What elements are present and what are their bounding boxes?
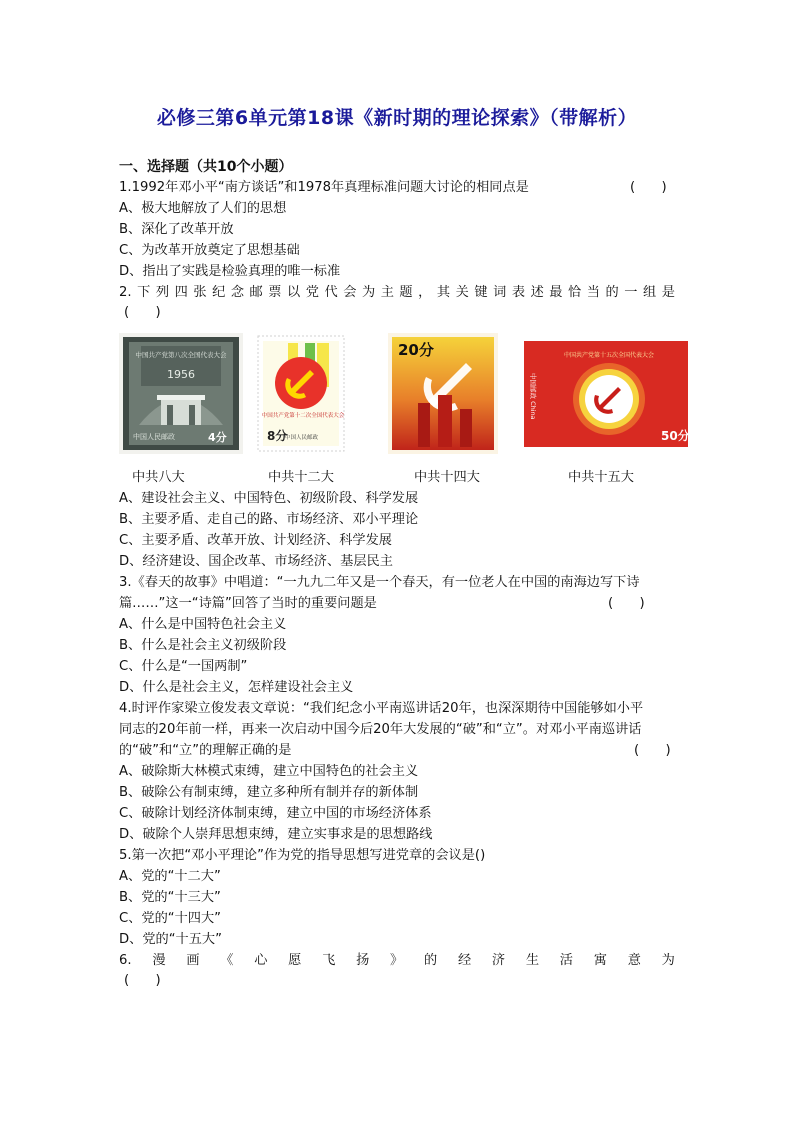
caption-12th-congress: 中共十二大 [268,470,334,485]
stem-char: 漫 [152,953,166,968]
stamp-14th-congress [388,333,498,454]
q1-option-a: A、极大地解放了人们的思想 [119,201,287,216]
caption-14th-congress: 中共十四大 [414,470,480,485]
stem-char: 当 [586,285,600,300]
q1-option-c: C、为改革开放奠定了思想基础 [119,243,300,258]
stem-char: 的 [423,953,438,968]
q2-option-c: C、主要矛盾、改革开放、计划经济、科学发展 [119,533,392,548]
section-heading: 一、选择题（共10个小题） [119,159,293,175]
stem-char: 纪 [212,285,226,300]
stem-char: 愿 [288,953,302,968]
q5-option-c: C、党的“十四大” [119,911,221,926]
stamp4-top-text: 中国共产党第十五次全国代表大会 [563,352,655,359]
stamp3-value: 20分 [398,341,434,359]
stem-char: 下 [137,285,151,300]
q2-option-b: B、主要矛盾、走自己的路、市场经济、邓小平理论 [119,512,419,527]
stem-char: 是 [661,285,675,300]
stamp2-bottom-text: 中国人民邮政 [285,435,319,441]
stem-char: ， [418,285,432,300]
stem-char: 2. [119,285,132,300]
stem-char: 扬 [356,953,370,968]
stem-char: 念 [230,285,244,300]
question-2-answer-paren: ( ) [124,305,161,320]
stem-char: 题 [399,285,413,300]
stem-char: 四 [174,285,188,300]
stamp-12th-congress-graphic [255,333,347,454]
stamp1-year: 1956 [167,368,195,381]
q1-option-b: B、深化了改革开放 [119,222,234,237]
stem-char: 代 [324,285,338,300]
stem-char: 《 [220,953,234,968]
stem-char: 飞 [322,953,336,968]
q3-option-b: B、什么是社会主义初级阶段 [119,638,287,653]
stem-char: 活 [559,953,573,968]
q1-option-d: D、指出了实践是检验真理的唯一标准 [119,264,341,279]
stem-char: 心 [254,953,268,968]
stem-char: 表 [511,285,526,300]
stem-char: 票 [268,285,282,300]
caption-8th-congress: 中共八大 [132,470,185,485]
stem-char: 邮 [249,285,263,300]
stamp-15th-congress-graphic [521,333,691,454]
stem-char: 生 [525,953,540,968]
question-5-stem: 5.第一次把“邓小平理论”作为党的指导思想写进党章的会议是() [119,848,486,863]
question-2-stem [119,283,675,303]
question-6-stem [119,951,675,971]
question-4-stem-line-3: 的“破”和“立”的理解正确的是 [119,743,292,758]
stem-char: 词 [493,285,507,300]
stem-char: 张 [193,285,207,300]
stamp2-value: 8分 [267,429,288,443]
stamp-8th-congress [119,333,243,454]
stamp1-value: 4分 [208,431,227,444]
q5-option-b: B、党的“十三大” [119,890,221,905]
q4-option-a: A、破除斯大林模式束缚，建立中国特色的社会主义 [119,764,419,779]
stem-char: 最 [549,285,563,300]
stem-char: 组 [642,285,657,300]
stamp-12th-congress [255,333,347,454]
stem-char: 一 [624,285,638,300]
question-1-stem: 1.1992年邓小平“南方谈话”和1978年真理标准问题大讨论的相同点是 [119,180,529,195]
stem-char: 为 [361,285,376,300]
stem-char: 述 [530,285,544,300]
stem-char: 键 [474,285,488,300]
stamp1-top-text: 中国共产党第八次全国代表大会 [135,351,227,359]
q3-option-d: D、什么是社会主义，怎样建设社会主义 [119,680,354,695]
stamp1-bottom-text: 中国人民邮政 [133,433,175,441]
question-1-answer-paren: ( ) [630,180,667,195]
stamp-15th-congress [521,333,691,454]
question-3-stem-line-1: 3.《春天的故事》中唱道：“一九九二年又是一个春天，有一位老人在中国的南海边写下诗 [119,575,640,590]
stem-char: 关 [455,285,469,300]
stem-char: 恰 [568,285,582,300]
page-title: 必修三第6单元第18课《新时期的理论探索》（带解析） [156,107,638,129]
stem-char: 主 [380,285,394,300]
stem-char: 列 [155,285,170,300]
stem-char: 寓 [593,953,607,968]
stem-char: 意 [627,953,641,968]
stem-char: 以 [287,285,301,300]
stem-char: 》 [390,953,404,968]
stem-char: 6. [119,953,132,968]
question-4-stem-line-2: 同志的20年前一样，再来一次启动中国今后20年大发展的“破”和“立”。对邓小平南巡讲话 [119,722,642,737]
stamp2-top-text: 中国共产党第十二次全国代表大会 [261,413,345,419]
q3-option-c: C、什么是“一国两制” [119,659,248,674]
q2-option-d: D、经济建设、国企改革、市场经济、基层民主 [119,554,393,569]
stamp4-side-text: 中国邮政 China [529,373,537,420]
question-4-answer-paren: ( ) [634,743,671,758]
question-4-stem-line-1: 4.时评作家梁立俊发表文章说：“我们纪念小平南巡讲话20年，也深深期待中国能够如小平 [119,701,644,716]
caption-15th-congress: 中共十五大 [568,470,634,485]
stem-char: 济 [491,953,506,968]
q4-option-c: C、破除计划经济体制束缚，建立中国的市场经济体系 [119,806,432,821]
q3-option-a: A、什么是中国特色社会主义 [119,617,287,632]
stem-char: 会 [343,285,357,300]
question-3-answer-paren: ( ) [608,596,645,611]
stamp4-value: 50分 [661,429,690,443]
q2-option-a: A、建设社会主义、中国特色、初级阶段、科学发展 [119,491,419,506]
stamp-14th-congress-graphic [388,333,498,454]
stamp-8th-congress-graphic [119,333,243,454]
question-6-answer-paren: ( ) [124,973,161,988]
q4-option-d: D、破除个人崇拜思想束缚，建立实事求是的思想路线 [119,827,433,842]
stem-char: 党 [305,285,319,300]
stem-char: 经 [457,953,472,968]
q5-option-a: A、党的“十二大” [119,869,221,884]
stem-char: 为 [661,953,675,968]
stem-char: 的 [605,285,619,300]
question-3-stem-line-2: 篇……”这一“诗篇”回答了当时的重要问题是 [119,596,377,611]
q5-option-d: D、党的“十五大” [119,932,222,947]
stem-char: 其 [436,285,451,300]
q4-option-b: B、破除公有制束缚，建立多种所有制并存的新体制 [119,785,419,800]
stem-char: 画 [186,953,200,968]
